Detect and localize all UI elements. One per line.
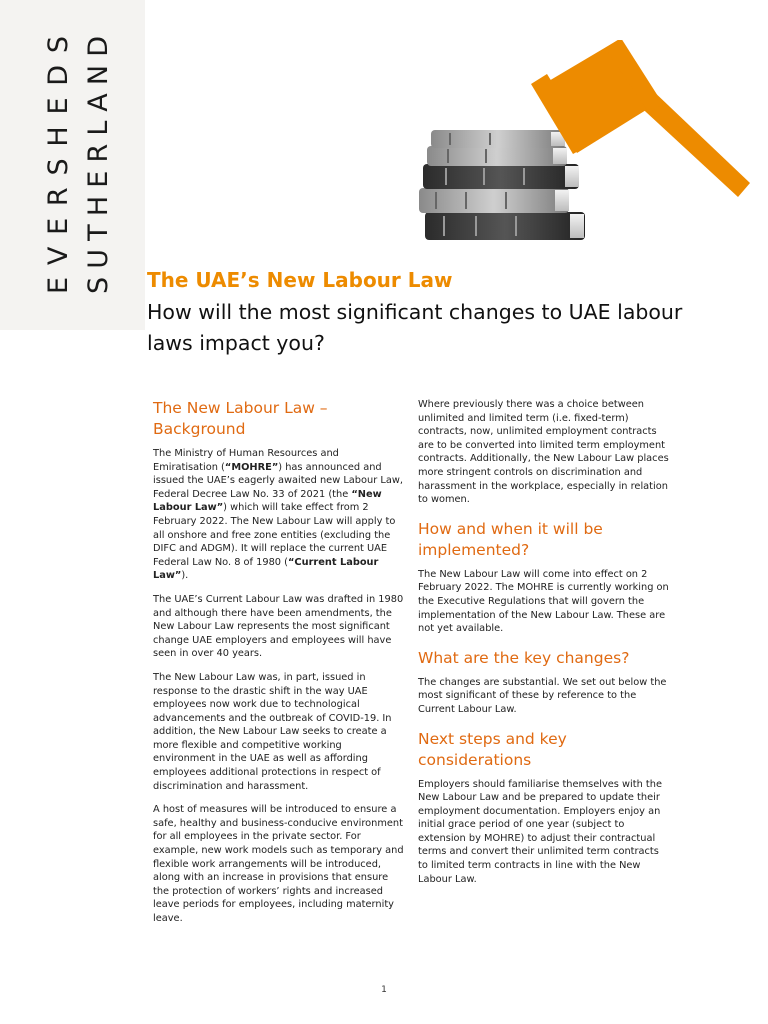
text-run: The Ministry of Human Resources and Emiratisation ( bbox=[153, 448, 339, 473]
brand-logo bbox=[34, 32, 114, 302]
paragraph-covid-shift: The New Labour Law was, in part, issued in response to the drastic shift in the way UAE employees now work due to technological advancements and the outbreak of COVID-19. In addition, the New Labour Law seeks to create a more flexible and competitive working environment in the UAE as well as affording employees additional protections in respect of discrimination and harassment. bbox=[153, 671, 392, 792]
text-run: ) has announced and issued the UAE’s eagerly awaited new Labour Law, Federal Decree Law No. 33 of 2021 (the bbox=[153, 461, 403, 500]
document-title: The UAE’s New Labour Law bbox=[147, 268, 453, 292]
document-subtitle: How will the most significant changes to UAE labour laws impact you? bbox=[147, 300, 683, 355]
section-heading-background: The New Labour Law – Background bbox=[153, 399, 328, 438]
paragraph-mohre-announcement bbox=[153, 447, 405, 583]
book-stack-icon bbox=[419, 130, 585, 240]
brand-line-2: SUTHERLAND bbox=[83, 36, 114, 294]
right-column bbox=[418, 398, 670, 896]
defined-term: “New Labour Law” bbox=[153, 488, 382, 514]
section-heading-implementation: How and when it will be implemented? bbox=[418, 519, 603, 559]
text-run: ). bbox=[181, 570, 189, 582]
paragraph-measures: A host of measures will be introduced to ensure a safe, healthy and business-conducive environment for all employees in the private sector. For example, new work models such as temporary and flexible work arrangements will be introduced, along with an increase in provisions that ensure the protection of workers’ rights and increased leave periods for employees, including maternity leave. bbox=[153, 804, 404, 924]
text-run: ) which will take effect from 2 February 2022. The New Labour Law will apply to all onshore and free zone entities (excluding the DIFC and ADGM). It will replace the current UAE Federal Law No. 8 of 1980 ( bbox=[153, 502, 396, 568]
left-column bbox=[153, 398, 405, 936]
paragraph-implementation: The New Labour Law will come into effect on 2 February 2022. The MOHRE is currently working on the Executive Regulations that will govern the implementation of the New Labour Law. These are not yet available. bbox=[418, 568, 669, 635]
section-heading-key-changes: What are the key changes? bbox=[418, 648, 630, 667]
brand-line-1: EVERSHEDS bbox=[43, 36, 74, 294]
brand-panel bbox=[0, 0, 145, 330]
defined-term: “Current Labour Law” bbox=[153, 556, 379, 582]
hero-illustration bbox=[405, 40, 768, 255]
section-heading-next-steps: Next steps and key considerations bbox=[418, 729, 567, 769]
paragraph-next-steps: Employers should familiarise themselves with the New Labour Law and be prepared to update their employment documentation. Employers enjoy an initial grace period of one year (subject to extension by MOHRE) to adjust their contractual terms and convert their unlimited term contracts to limited term contracts in line with the New Labour Law. bbox=[418, 778, 662, 885]
page-number: 1 bbox=[381, 985, 387, 995]
paragraph-key-changes: The changes are substantial. We set out below the most significant of these by reference to the Current Labour Law. bbox=[418, 676, 667, 715]
defined-term: “MOHRE” bbox=[224, 461, 279, 473]
paragraph-current-labour-law: The UAE’s Current Labour Law was drafted in 1980 and although there have been amendments, the New Labour Law represents the most significant change UAE employers and employees will have seen in over 40 years. bbox=[153, 593, 404, 660]
paragraph-contracts: Where previously there was a choice between unlimited and limited term (i.e. fixed-term) contracts, now, unlimited employment contracts are to be converted into limited term employment contracts. Additionally, the New Labour Law places more stringent controls on discrimination and harassment in the workplace, especially in relation to women. bbox=[418, 399, 669, 506]
